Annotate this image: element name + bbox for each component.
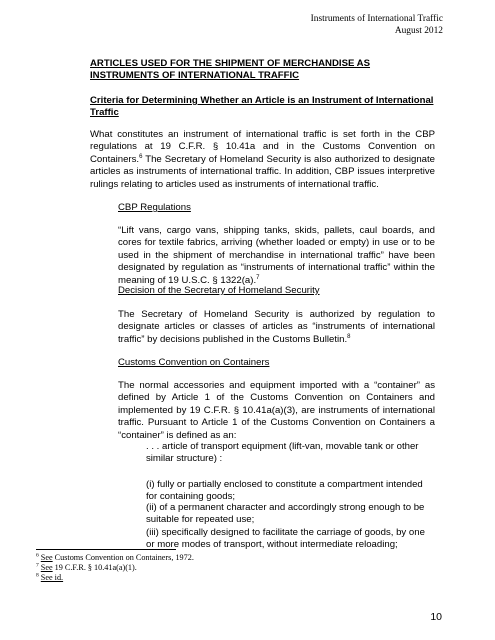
footnote-ref-7[interactable]: 7 — [256, 274, 260, 281]
footnote-7 — [36, 563, 137, 573]
container-definition-intro: . . . article of transport equipment (lift-van, movable tank or other similar structure) : — [146, 441, 419, 465]
footnote-7-number: 7 — [36, 562, 39, 569]
page-number: 10 — [430, 611, 442, 623]
section-title — [90, 58, 435, 83]
running-header-title: Instruments of International Traffic — [310, 14, 443, 24]
intro-paragraph — [90, 129, 435, 191]
container-clause-ii: (ii) of a permanent character and accordingly strong enough to be suitable for repeated use; — [146, 502, 425, 526]
customs-convention-paragraph: The normal accessories and equipment imported with a “container” as defined by Article 1 of the Customs Convention on Containers and implemented by 19 C.F.R. § 10.41a(a)(3), are instruments of international traffic. Pursuant to Article 1 of the Customs Convention on Containers a “container” is defined as an: — [118, 380, 435, 441]
footnote-6 — [36, 553, 194, 563]
section-title-line2: INSTRUMENTS OF INTERNATIONAL TRAFFIC — [90, 70, 300, 82]
footnote-ref-6[interactable]: 6 — [139, 153, 143, 160]
section-title-line1: ARTICLES USED FOR THE SHIPMENT OF MERCHANDISE AS — [90, 58, 371, 69]
footnote-8 — [36, 573, 63, 583]
cbp-quote-text: “Lift vans, cargo vans, shipping tanks, skids, pallets, caul boards, and cores for textile fabrics, arriving (whether loaded or empty) in use or to be used in the shipment of merchandise in international traffic” have been designated by regulation as “instruments of international traffic” within the meaning of 19 U.S.C. § 1322(a). — [118, 225, 435, 286]
footnote-7-text: 19 C.F.R. § 10.41a(a)(1). — [52, 563, 137, 572]
container-clause-i: (i) fully or partially enclosed to constitute a compartment intended for containing goods; — [146, 479, 423, 503]
footnote-8-see: See id. — [40, 573, 64, 582]
footnote-ref-8[interactable]: 8 — [347, 333, 351, 340]
criteria-heading: Criteria for Determining Whether an Article is an Instrument of International Traffic — [90, 95, 434, 119]
footnote-6-see: See — [40, 553, 53, 562]
cbp-regulations-heading: CBP Regulations — [118, 202, 191, 213]
footnote-7-see: See — [40, 563, 53, 572]
intro-text-a: What constitutes an instrument of international traffic is set forth in the CBP regulations at 19 C.F.R. § 10.41a and in the Customs Convention on Containers. — [90, 129, 435, 165]
intro-text-b: The Secretary of Homeland Security is also authorized to designate articles as instruments of international traffic. In addition, CBP issues interpretive rulings relating to articles used as instruments of international traffic. — [90, 153, 435, 190]
footnote-6-text: Customs Convention on Containers, 1972. — [52, 553, 194, 562]
footnote-6-number: 6 — [36, 552, 39, 559]
running-header-date: August 2012 — [394, 26, 443, 36]
footnote-8-number: 8 — [36, 572, 39, 579]
secretary-decision-paragraph — [118, 309, 435, 346]
customs-convention-heading: Customs Convention on Containers — [118, 357, 270, 368]
container-clause-iii: (iii) specifically designed to facilitate the carriage of goods, by one or more modes of transport, without intermediate reloading; — [146, 527, 425, 551]
secretary-decision-heading: Decision of the Secretary of Homeland Security — [118, 285, 320, 296]
footnote-separator — [36, 549, 176, 550]
cbp-regulation-quote — [118, 225, 435, 287]
secretary-decision-text: The Secretary of Homeland Security is authorized by regulation to designate articles or classes of articles as “instruments of international traffic” by decisions published in the Customs Bulletin. — [118, 309, 435, 345]
